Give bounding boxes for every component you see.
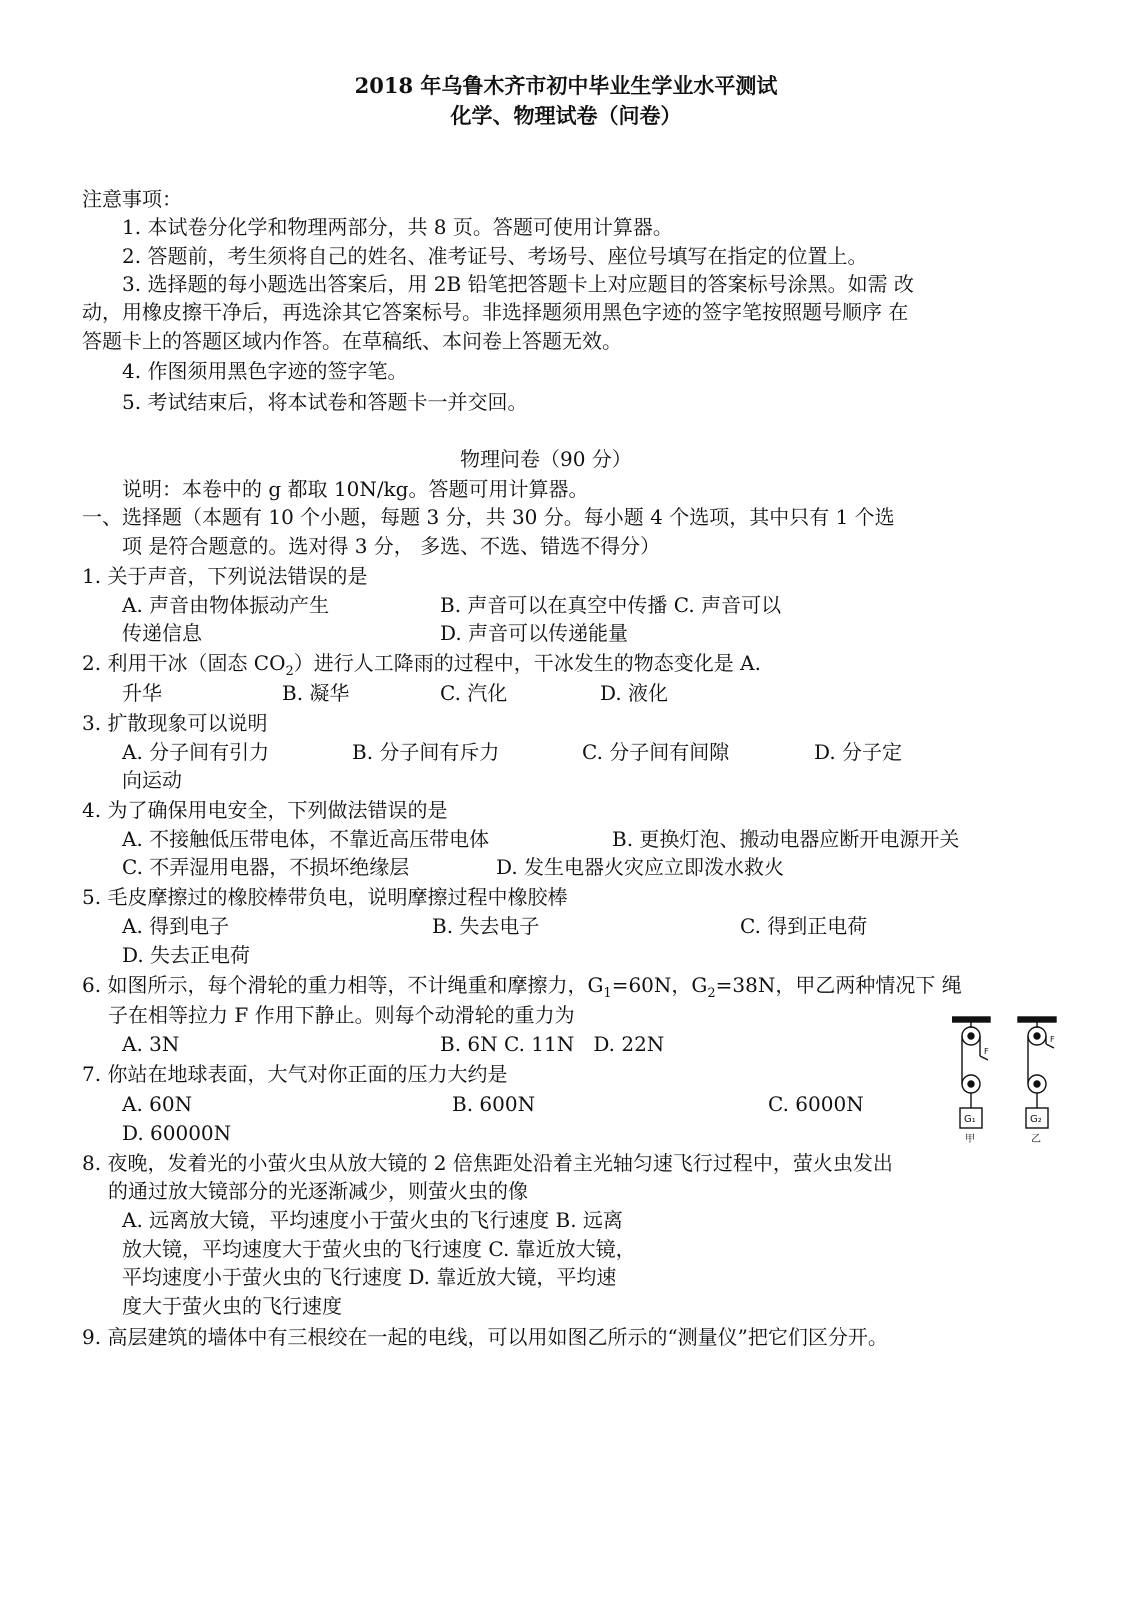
- weight-g1-label: G₁: [964, 1114, 976, 1125]
- page-title-line2: 化学、物理试卷（问卷）: [450, 103, 682, 128]
- ceiling-left: [952, 1017, 990, 1022]
- label-jia: 甲: [965, 1134, 975, 1145]
- section-heading-line1: 一、选择题（本题有 10 个小题，每题 3 分，共 30 分。每小题 4 个选项，其中只有 1 个选: [82, 505, 895, 529]
- q5-option-b: B. 失去电子: [432, 914, 540, 938]
- q4-option-a: A. 不接触低压带电体，不靠近高压带电体: [122, 827, 490, 851]
- q2-option-4: D. 液化: [600, 681, 669, 705]
- question-6: 6. 如图所示，每个滑轮的重力相等，不计绳重和摩擦力，$G_1=60N$，$G_2=38N$，甲乙两种情况下 绳: [82, 973, 962, 1001]
- force-label-left: F: [984, 1047, 989, 1056]
- q7-option-c: C. 6000N: [768, 1092, 864, 1116]
- note-item-3-line1: 3. 选择题的每小题选出答案后，用 2B 铅笔把答题卡上对应题目的答案标号涂黑。如需 改: [122, 272, 914, 296]
- force-rope-right: [1046, 1044, 1054, 1048]
- q3-option-b: B. 分子间有斥力: [352, 740, 500, 764]
- q2-option-2: B. 凝华: [282, 681, 350, 705]
- note-item-3-line2: 动，用橡皮擦干净后，再选涂其它答案标号。非选择题须用黑色字迹的签字笔按照题号顺序 在: [82, 300, 909, 324]
- q4-option-c: C. 不弄湿用电器，不损坏绝缘层: [122, 855, 410, 879]
- q7-option-a: A. 60N: [122, 1092, 193, 1116]
- note-item-3-line3: 答题卡上的答题区域内作答。在草稿纸、本问卷上答题无效。: [82, 329, 622, 353]
- section-heading-line2: 项 是符合题意的。选对得 3 分， 多选、不选、错选不得分）: [122, 534, 661, 558]
- q8-options-line4: 度大于萤火虫的飞行速度: [122, 1294, 342, 1318]
- q1-option-c: 传递信息: [122, 621, 202, 645]
- question-8-line2: 的通过放大镜部分的光逐渐减少，则萤火虫的像: [108, 1179, 528, 1203]
- force-label-right: F: [1050, 1035, 1055, 1044]
- question-9: 9. 高层建筑的墙体中有三根绞在一起的电线，可以用如图乙所示的“测量仪”把它们区分开。: [82, 1325, 888, 1349]
- q8-options-line1: A. 远离放大镜，平均速度小于萤火虫的飞行速度 B. 远离: [122, 1208, 623, 1232]
- force-rope-left: [980, 1056, 988, 1060]
- q1-option-b: B. 声音可以在真空中传播 C. 声音可以: [440, 593, 782, 617]
- pulley-diagram: [952, 1016, 1072, 1146]
- q2-option-1: 升华: [122, 681, 162, 705]
- q1-option-a: A. 声音由物体振动产生: [122, 593, 330, 617]
- note-item-1: 1. 本试卷分化学和物理两部分，共 8 页。答题可使用计算器。: [122, 215, 673, 239]
- q3-option-a: A. 分子间有引力: [122, 740, 270, 764]
- q4-option-d: D. 发生电器火灾应立即泼水救火: [496, 855, 785, 879]
- physics-heading: 物理问卷（90 分）: [460, 447, 632, 471]
- page-title-line1: 2018 年乌鲁木齐市初中毕业生学业水平测试: [354, 73, 778, 98]
- note-item-4: 4. 作图须用黑色字迹的签字笔。: [122, 359, 408, 383]
- question-1: 1. 关于声音，下列说法错误的是: [82, 564, 368, 588]
- q7-option-b: B. 600N: [452, 1092, 536, 1116]
- q4-option-b: B. 更换灯泡、搬动电器应断开电源开关: [612, 827, 960, 851]
- physics-note: 说明：本卷中的 g 都取 10N/kg。答题可用计算器。: [122, 477, 589, 501]
- q3-option-d-cont: 向运动: [122, 768, 182, 792]
- note-item-5: 5. 考试结束后，将本试卷和答题卡一并交回。: [122, 390, 528, 414]
- label-yi: 乙: [1031, 1134, 1041, 1145]
- q3-option-d: D. 分子定: [814, 740, 903, 764]
- question-5: 5. 毛皮摩擦过的橡胶棒带负电，说明摩擦过程中橡胶棒: [82, 885, 568, 909]
- q8-options-line3: 平均速度小于萤火虫的飞行速度 D. 靠近放大镜，平均速: [122, 1265, 617, 1289]
- q5-option-a: A. 得到电子: [122, 914, 230, 938]
- q6-options-bcd: B. 6N C. 11N D. 22N: [440, 1032, 665, 1056]
- q6-option-a: A. 3N: [122, 1032, 180, 1056]
- notes-heading: 注意事项：: [82, 187, 182, 211]
- q1-option-d: D. 声音可以传递能量: [440, 621, 629, 645]
- note-item-2: 2. 答题前，考生须将自己的姓名、准考证号、考场号、座位号填写在指定的位置上。: [122, 244, 868, 268]
- q2-option-3: C. 汽化: [440, 681, 508, 705]
- q5-option-d: D. 失去正电荷: [122, 943, 251, 967]
- question-4: 4. 为了确保用电安全，下列做法错误的是: [82, 798, 448, 822]
- q7-option-d: D. 60000N: [122, 1121, 232, 1145]
- ceiling-right: [1018, 1017, 1056, 1022]
- question-3: 3. 扩散现象可以说明: [82, 711, 268, 735]
- question-8-line1: 8. 夜晚，发着光的小萤火虫从放大镜的 2 倍焦距处沿着主光轴匀速飞行过程中，萤火虫发出: [82, 1151, 893, 1175]
- q3-option-c: C. 分子间有间隙: [582, 740, 730, 764]
- question-2: 2. 利用干冰（固态 $CO_2$）进行人工降雨的过程中，干冰发生的物态变化是 A.: [82, 651, 761, 679]
- weight-g2-label: G₂: [1030, 1114, 1042, 1125]
- q5-option-c: C. 得到正电荷: [740, 914, 868, 938]
- question-7: 7. 你站在地球表面，大气对你正面的压力大约是: [82, 1062, 508, 1086]
- question-6-line2: 子在相等拉力 F 作用下静止。则每个动滑轮的重力为: [108, 1003, 575, 1027]
- q8-options-line2: 放大镜，平均速度大于萤火虫的飞行速度 C. 靠近放大镜，: [122, 1237, 636, 1261]
